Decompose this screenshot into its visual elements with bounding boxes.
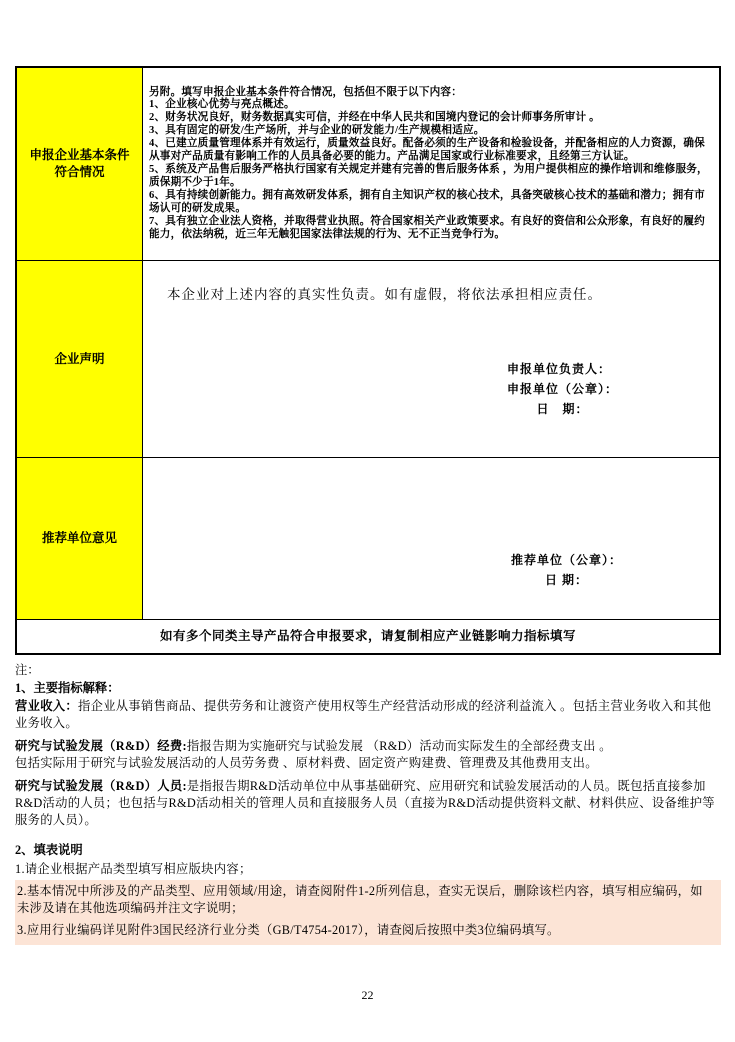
definition-rd-expense-text2: 包括实际用于研究与试验发展活动的人员劳务费 、原材料费、固定资产购建费、管理费及其他费用支出。: [15, 756, 598, 770]
enterprise-declaration-content: [143, 261, 719, 457]
condition-item: 7、具有独立企业法人资格，并取得营业执照。符合国家相关产业政策要求。有良好的资信和公众形象，有良好的履约能力，依法纳税，近三年无触犯国家法律法规的行为、无不正当竞争行为。: [149, 215, 705, 240]
recommend-date-line: 日 期：: [545, 573, 589, 587]
declare-responsible-person-line: 申报单位负责人：: [507, 362, 612, 376]
definition-rd-personnel-text: 是指报告期R&D活动单位中从事基础研究、应用研究和试验发展活动的人员。既包括直接参加R&D活动的人员；也包括与R&D活动相关的管理人员和直接服务人员（直接为R&D活动提供资料文献、材料供应、设备维护等服务的人员）。: [15, 779, 715, 827]
recommend-opinion-content: [143, 458, 719, 619]
basic-conditions-label: 申报企业基本条件符合情况: [17, 68, 143, 260]
condition-item: 3、具有固定的研发/生产场所，并与企业的研发能力/生产规模相适应。: [149, 125, 485, 137]
definition-revenue-text: 指企业从事销售商品、提供劳务和让渡资产使用权等生产经营活动形成的经济利益流入 。包括主营业务收入和其他业务收入。: [15, 699, 712, 730]
section2-title: 2、填表说明: [15, 843, 83, 857]
declare-date-line: 日 期：: [536, 402, 589, 416]
definition-rd-expense-text: 指报告期为实施研究与试验发展 （R&D）活动而实际发生的全部经费支出 。: [186, 739, 612, 753]
declare-unit-seal-line: 申报单位（公章）：: [507, 382, 619, 396]
condition-item: 5、系统及产品售后服务严格执行国家有关规定并建有完善的售后服务体系 ，为用户提供相应的操作培训和维修服务，质保期不少于1年。: [149, 164, 708, 188]
row-basic-conditions: [17, 68, 719, 261]
definition-rd-personnel-label: 研究与试验发展（R&D）人员:: [15, 779, 187, 793]
row-enterprise-declaration: [17, 261, 719, 458]
recommend-signature-block: [511, 550, 622, 590]
definition-revenue: [15, 698, 721, 732]
highlighted-instructions: [15, 880, 721, 945]
condition-item: 1、企业核心优势与亮点概述。: [149, 99, 295, 111]
fill-instruction-1: 1.请企业根据产品类型填写相应版块内容；: [15, 862, 252, 876]
condition-item: 6、具有持续创新能力。拥有高效研发体系，拥有自主知识产权的核心技术，具备突破核心技术的基础和潜力；拥有市场认可的研发成果。: [149, 189, 705, 214]
conditions-intro: 另附。填写申报企业基本条件符合情况，包括但不限于以下内容：: [149, 86, 463, 98]
application-form-table: [15, 66, 721, 655]
enterprise-declaration-label: 企业声明: [17, 261, 143, 457]
recommend-opinion-label: 推荐单位意见: [17, 458, 143, 619]
definition-rd-expense-label: 研究与试验发展（R&D）经费:: [15, 739, 187, 753]
row-recommend-opinion: [17, 458, 719, 620]
notes-section: [15, 662, 721, 945]
definition-rd-personnel: [15, 778, 721, 829]
condition-item: 4、已建立质量管理体系并有效运行，质量效益良好。配备必须的生产设备和检验设备，并配备相应的人力资源，确保从事对产品质量有影响工作的人员具备必要的能力。产品满足国家或行业标准要求，且经第三方认证。: [149, 138, 705, 163]
section1-title: 1、主要指标解释：: [15, 681, 120, 695]
page-number: 22: [361, 988, 374, 1002]
notes-title: 注：: [15, 663, 40, 677]
declaration-signature-block: [507, 359, 618, 419]
definition-revenue-label: 营业收入：: [15, 699, 78, 713]
fill-instruction-2: 2.基本情况中所涉及的产品类型、应用领域/用途，请查阅附件1-2所列信息，查实无误后，删除该栏内容，填写相应编码，如未涉及请在其他选项编码并注文字说明；: [17, 884, 703, 915]
condition-item: 2、财务状况良好，财务数据真实可信，并经在中华人民共和国境内登记的会计师事务所审计 。: [149, 112, 600, 124]
conditions-text-block: [143, 68, 719, 260]
fill-instruction-3: 3.应用行业编码详见附件3国民经济行业分类（GB/T4754-2017），请查阅后按照中类3位编码填写。: [17, 923, 560, 937]
definition-rd-expense: [15, 738, 721, 772]
declaration-statement: 本企业对上述内容的真实性负责。如有虚假，将依法承担相应责任。: [167, 287, 602, 302]
basic-conditions-content: [143, 68, 719, 260]
table-footnote: 如有多个同类主导产品符合申报要求，请复制相应产业链影响力指标填写: [159, 629, 576, 643]
recommend-unit-seal-line: 推荐单位（公章）：: [511, 553, 623, 567]
